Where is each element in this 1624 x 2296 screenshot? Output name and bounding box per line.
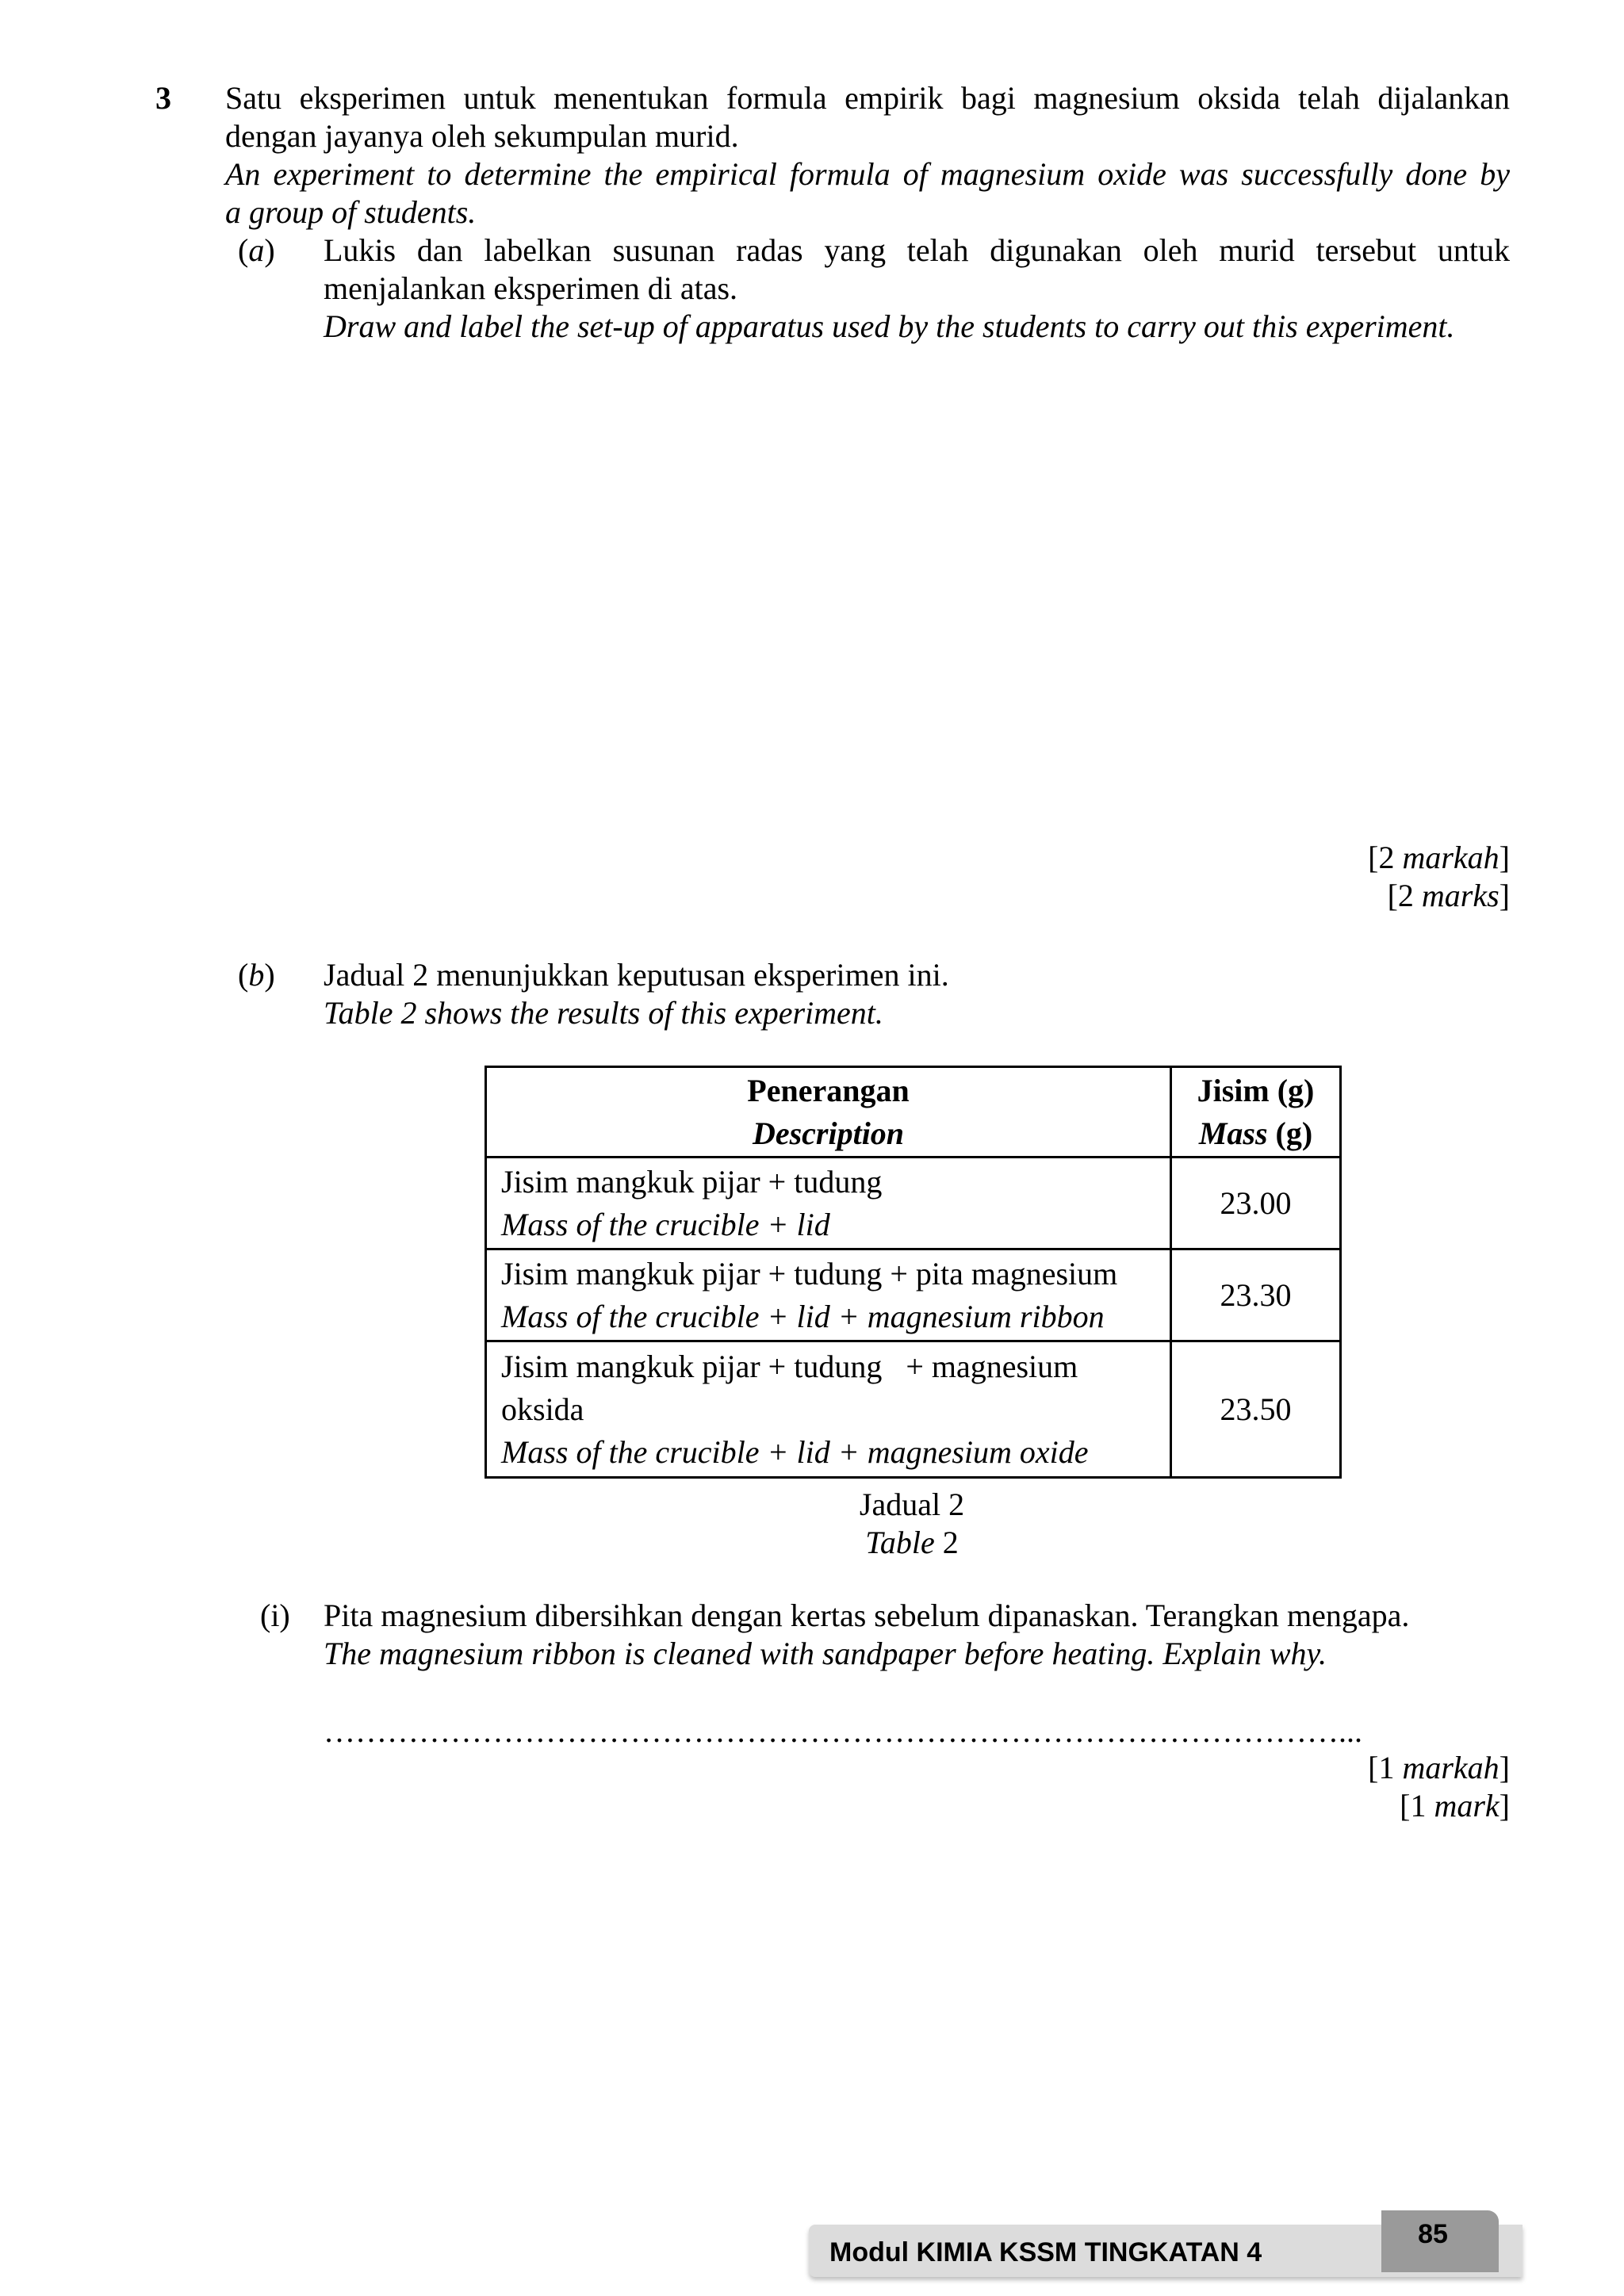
results-table bbox=[485, 1066, 1342, 1479]
part-b-i-text-ms: Pita magnesium dibersihkan dengan kertas sebelum dipanaskan. Terangkan mengapa. bbox=[324, 1598, 1410, 1633]
row-description-ms: Jisim mangkuk pijar + tudung bbox=[501, 1163, 883, 1200]
question-intro-ms-line1: Satu eksperimen untuk menentukan formula empirik bagi magnesium oksida telah dijalankan bbox=[225, 80, 1510, 116]
row-description-en: Mass of the crucible + lid + magnesium ribbon bbox=[501, 1298, 1105, 1334]
part-b-i-marks-ms: [1 markah] bbox=[1368, 1750, 1510, 1785]
page-number: 85 bbox=[1418, 2219, 1448, 2249]
header-mass-en: Mass (g) bbox=[1198, 1115, 1313, 1151]
header-mass-ms: Jisim (g) bbox=[1197, 1072, 1315, 1108]
part-a-marks-ms: [2 markah] bbox=[1368, 840, 1510, 875]
table-row bbox=[486, 1341, 1341, 1478]
header-description-ms: Penerangan bbox=[747, 1072, 910, 1108]
part-b-i-marks-en: [1 mark] bbox=[1400, 1788, 1510, 1823]
part-a-marks-en: [2 marks] bbox=[1387, 878, 1510, 913]
answer-line[interactable]: ……………………………………………………………………………………... bbox=[324, 1713, 1362, 1749]
part-a-label: (a) bbox=[238, 232, 275, 268]
row-description bbox=[486, 1158, 1171, 1249]
question-intro-ms-line2: dengan jayanya oleh sekumpulan murid. bbox=[225, 118, 739, 154]
table-row bbox=[486, 1158, 1341, 1249]
row-description bbox=[486, 1249, 1171, 1341]
part-b-i-text-en: The magnesium ribbon is cleaned with sandpaper before heating. Explain why. bbox=[324, 1636, 1327, 1671]
question-number: 3 bbox=[155, 80, 171, 116]
table-row bbox=[486, 1249, 1341, 1341]
question-intro-en-line1: An experiment to determine the empirical formula of magnesium oxide was successfully done by bbox=[225, 156, 1510, 192]
row-description-en: Mass of the crucible + lid bbox=[501, 1206, 830, 1242]
row-description-ms-2: oksida bbox=[501, 1391, 584, 1427]
row-description-ms: Jisim mangkuk pijar + tudung + magnesium bbox=[501, 1348, 1078, 1384]
header-mass bbox=[1171, 1067, 1341, 1158]
table-header-row bbox=[486, 1067, 1341, 1158]
footer-title: Modul KIMIA KSSM TINGKATAN 4 bbox=[829, 2237, 1262, 2267]
question-intro-en-line2: a group of students. bbox=[225, 194, 477, 230]
row-mass-value: 23.00 bbox=[1171, 1158, 1341, 1249]
header-description-en: Description bbox=[752, 1115, 905, 1151]
row-description bbox=[486, 1341, 1171, 1478]
row-mass-value: 23.30 bbox=[1171, 1249, 1341, 1341]
row-description-ms: Jisim mangkuk pijar + tudung + pita magnesium bbox=[501, 1255, 1118, 1292]
header-description bbox=[486, 1067, 1171, 1158]
part-b-text-ms: Jadual 2 menunjukkan keputusan eksperimen ini. bbox=[324, 957, 949, 993]
part-b-label: (b) bbox=[238, 957, 275, 993]
part-a-text-ms-line1: Lukis dan labelkan susunan radas yang telah digunakan oleh murid tersebut untuk bbox=[324, 232, 1510, 268]
part-b-text-en: Table 2 shows the results of this experiment. bbox=[324, 995, 883, 1031]
part-b-i-label: (i) bbox=[260, 1598, 290, 1633]
part-a-text-ms-line2: menjalankan eksperimen di atas. bbox=[324, 270, 738, 306]
row-mass-value: 23.50 bbox=[1171, 1341, 1341, 1478]
part-a-text-en: Draw and label the set-up of apparatus used by the students to carry out this experiment. bbox=[324, 308, 1455, 344]
table-caption-en: Table 2 bbox=[865, 1525, 959, 1560]
table-caption-ms: Jadual 2 bbox=[859, 1487, 965, 1522]
row-description-en: Mass of the crucible + lid + magnesium oxide bbox=[501, 1433, 1089, 1470]
